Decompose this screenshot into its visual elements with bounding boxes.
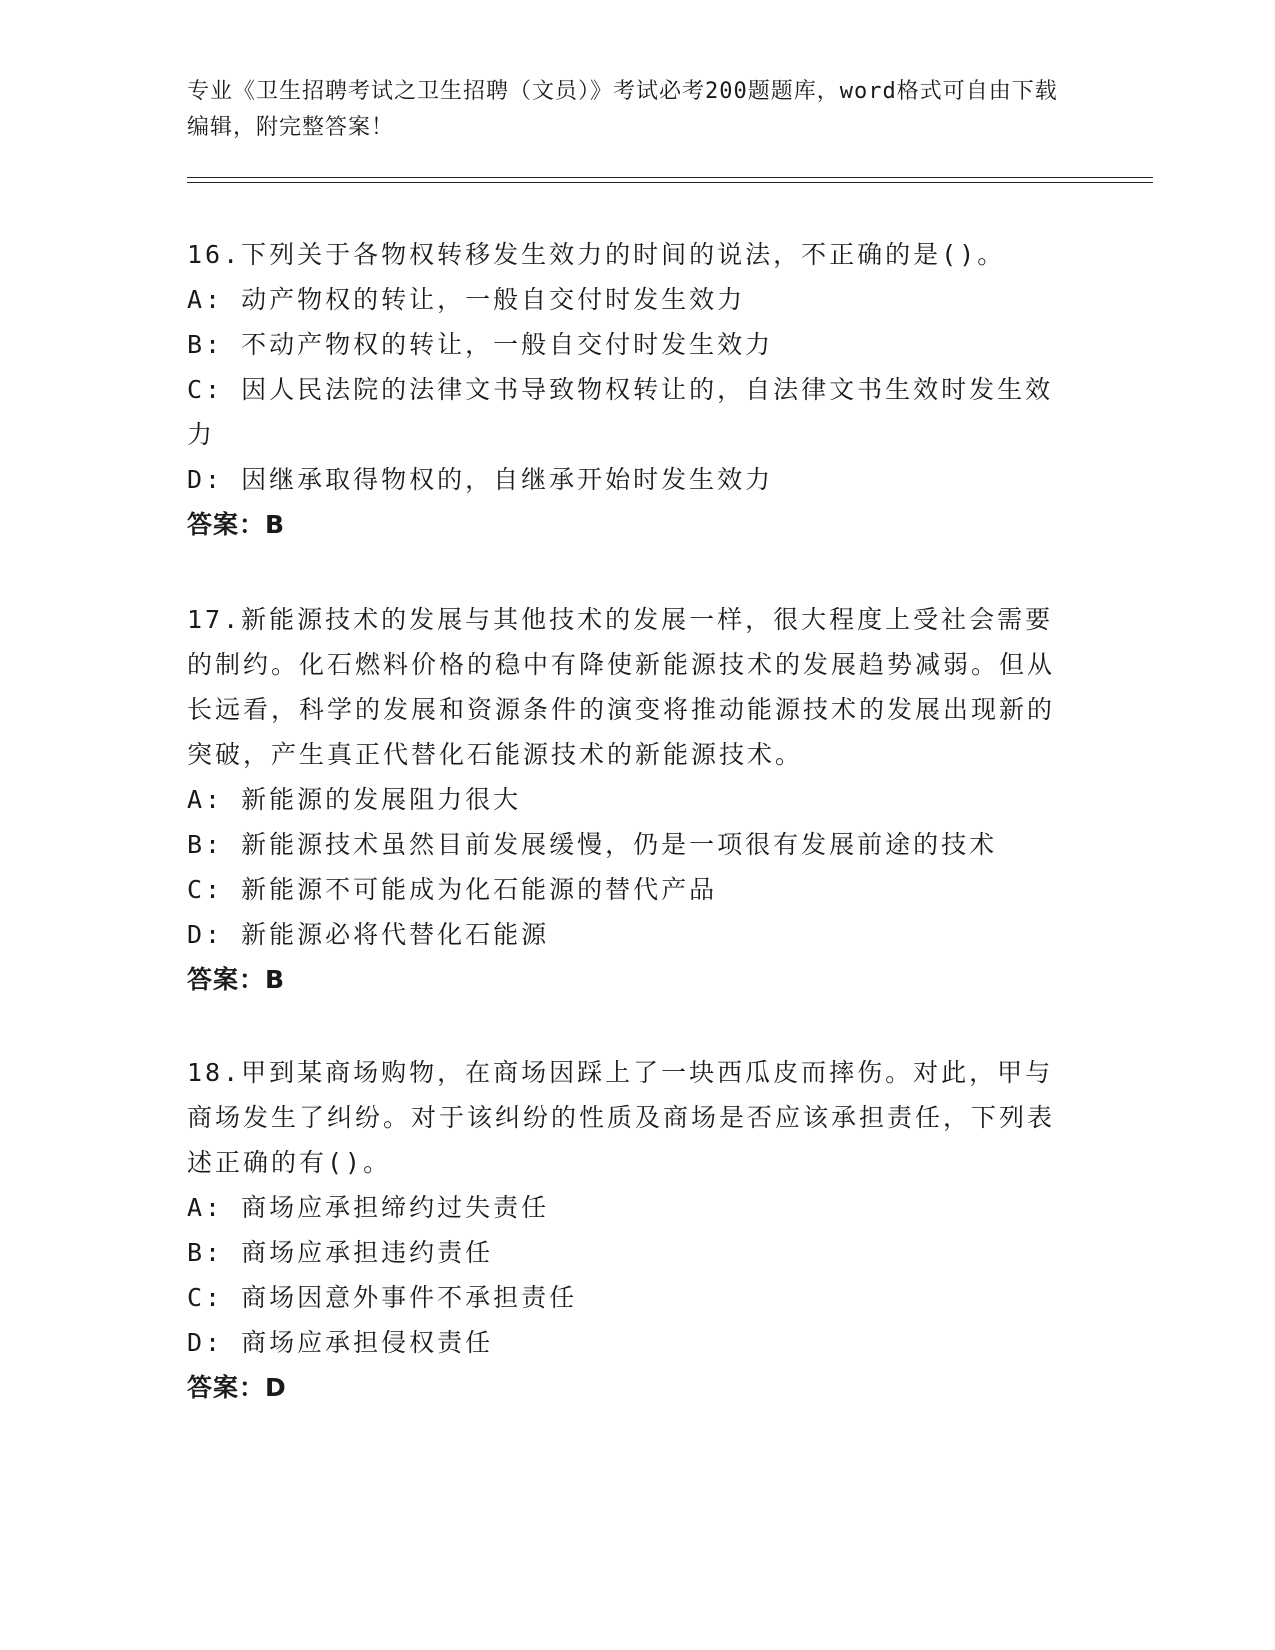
option-a: A: 新能源的发展阻力很大: [187, 785, 522, 814]
question-18: [187, 1050, 1077, 1410]
option-d: D: 商场应承担侵权责任: [187, 1328, 494, 1357]
header-divider-top: [187, 177, 1153, 178]
answer-line: 答案：B: [187, 510, 286, 539]
option-c: C: 新能源不可能成为化石能源的替代产品: [187, 875, 718, 904]
option-b: B: 新能源技术虽然目前发展缓慢，仍是一项很有发展前途的技术: [187, 830, 998, 859]
answer-line: 答案：B: [187, 965, 286, 994]
option-b: B: 不动产物权的转让，一般自交付时发生效力: [187, 330, 774, 359]
document-header: 专业《卫生招聘考试之卫生招聘（文员）》考试必考200题题库，word格式可自由下载编辑，附完整答案！: [187, 79, 1058, 140]
option-d: D: 因继承取得物权的，自继承开始时发生效力: [187, 465, 774, 494]
question-stem: 17.新能源技术的发展与其他技术的发展一样，很大程度上受社会需要的制约。化石燃料价格的稳中有降使新能源技术的发展趋势减弱。但从长远看，科学的发展和资源条件的演变将推动能源技术的发展出现新的突破，产生真正代替化石能源技术的新能源技术。: [187, 605, 1056, 769]
question-stem: 18.甲到某商场购物，在商场因踩上了一块西瓜皮而摔伤。对此，甲与商场发生了纠纷。对于该纠纷的性质及商场是否应该承担责任，下列表述正确的有()。: [187, 1058, 1056, 1177]
option-a: A: 动产物权的转让，一般自交付时发生效力: [187, 285, 746, 314]
question-17: [187, 597, 1077, 1002]
option-d: D: 新能源必将代替化石能源: [187, 920, 550, 949]
option-a: A: 商场应承担缔约过失责任: [187, 1193, 550, 1222]
header-divider-bottom: [187, 182, 1153, 183]
question-stem: 16.下列关于各物权转移发生效力的时间的说法，不正确的是()。: [187, 240, 1006, 269]
option-c: C: 因人民法院的法律文书导致物权转让的，自法律文书生效时发生效力: [187, 375, 1054, 449]
question-16: [187, 232, 1077, 547]
option-c: C: 商场因意外事件不承担责任: [187, 1283, 578, 1312]
option-b: B: 商场应承担违约责任: [187, 1238, 494, 1267]
answer-line: 答案：D: [187, 1373, 287, 1402]
